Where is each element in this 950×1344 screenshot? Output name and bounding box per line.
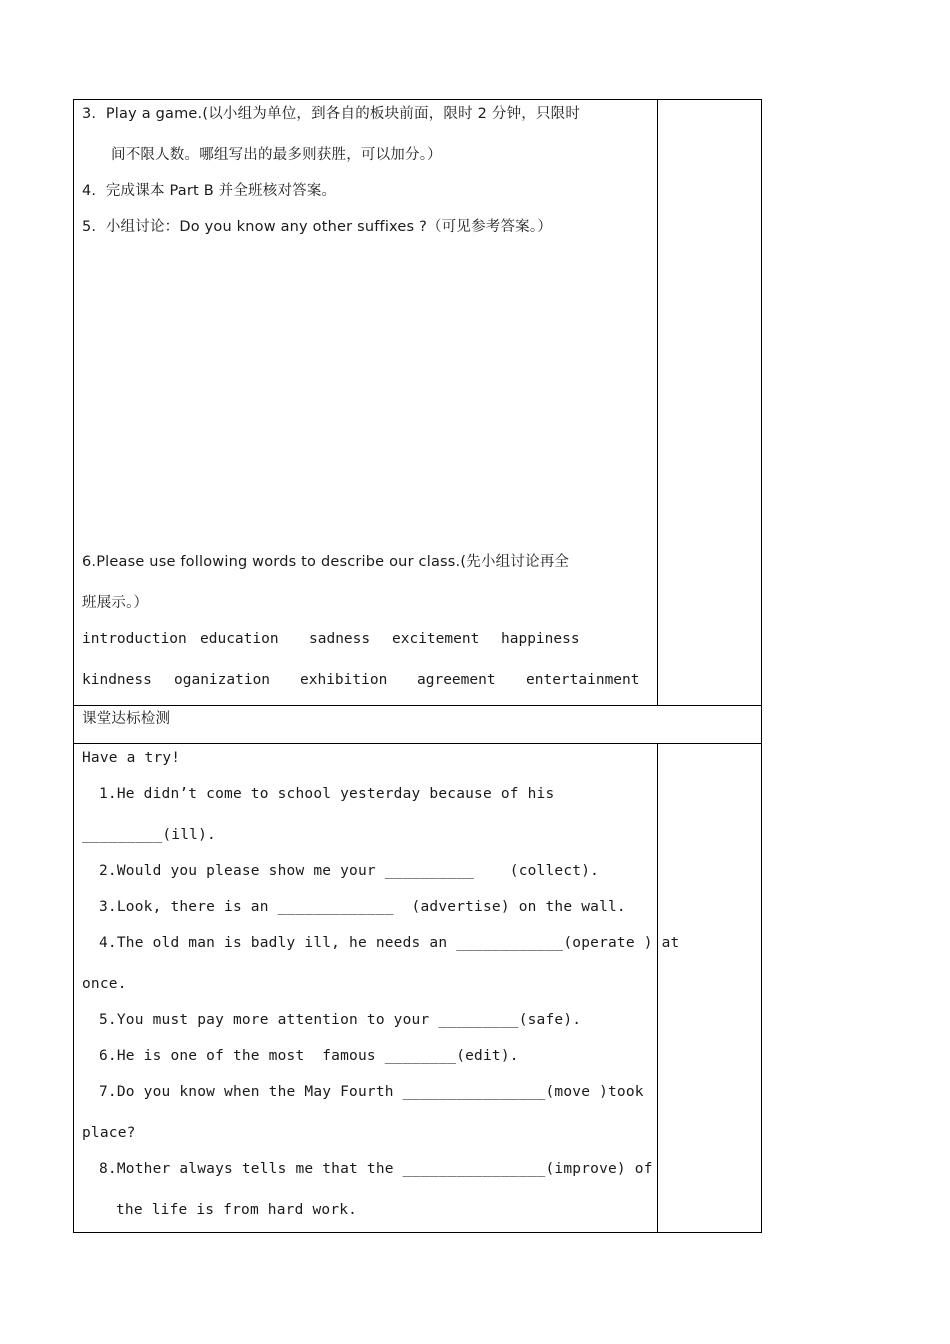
column-divider-top bbox=[657, 100, 658, 705]
item-6-line-1: 6.Please use following words to describe our class.(先小组讨论再全 bbox=[82, 554, 570, 570]
exercise-intro: Have a try! bbox=[82, 750, 181, 766]
item-3-line-2: 间不限人数。哪组写出的最多则获胜，可以加分。） bbox=[111, 147, 442, 163]
question-8-line-1: 8.Mother always tells me that the ________________(improve) of bbox=[99, 1161, 653, 1177]
word: excitement bbox=[392, 631, 480, 647]
question-5: 5.You must pay more attention to your _________(safe). bbox=[99, 1012, 582, 1028]
question-6: 6.He is one of the most famous ________(edit). bbox=[99, 1048, 519, 1064]
question-7-line-2: place? bbox=[82, 1125, 136, 1141]
question-2: 2.Would you please show me your __________ (collect). bbox=[99, 863, 600, 879]
question-4-line-1: 4.The old man is badly ill, he needs an ____________(operate ) at bbox=[99, 935, 680, 951]
word: education bbox=[200, 631, 279, 647]
word: oganization bbox=[174, 672, 271, 688]
question-3: 3.Look, there is an _____________ (advertise) on the wall. bbox=[99, 899, 626, 915]
word: agreement bbox=[417, 672, 496, 688]
question-4-line-2: once. bbox=[82, 976, 127, 992]
item-3-line-1: 3. Play a game.(以小组为单位，到各自的板块前面，限时 2 分钟，只限时 bbox=[82, 106, 581, 122]
word: happiness bbox=[501, 631, 580, 647]
section-heading: 课堂达标检测 bbox=[82, 711, 171, 727]
question-7-line-1: 7.Do you know when the May Fourth ________________(move )took bbox=[99, 1084, 644, 1100]
item-5: 5. 小组讨论：Do you know any other suffixes ?（可见参考答案。） bbox=[82, 219, 553, 235]
row-divider-top-section bbox=[74, 705, 761, 706]
question-1-line-2: _________(ill). bbox=[82, 827, 216, 843]
question-8-line-2: the life is from hard work. bbox=[116, 1202, 358, 1218]
word: kindness bbox=[82, 672, 152, 688]
word: introduction bbox=[82, 631, 187, 647]
word: sadness bbox=[309, 631, 371, 647]
item-4: 4. 完成课本 Part B 并全班核对答案。 bbox=[82, 183, 337, 199]
lesson-table bbox=[73, 99, 762, 1233]
question-1-line-1: 1.He didn’t come to school yesterday because of his bbox=[99, 786, 555, 802]
word: exhibition bbox=[300, 672, 388, 688]
column-divider-bottom bbox=[657, 743, 658, 1233]
item-6-line-2: 班展示。） bbox=[82, 595, 149, 611]
word: entertainment bbox=[526, 672, 640, 688]
